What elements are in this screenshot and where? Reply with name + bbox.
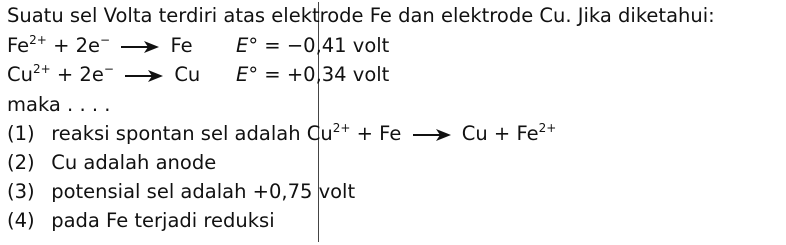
option-number: (3) [7,180,35,203]
option-4 [7,209,275,233]
reaction-arrow-icon [120,40,160,54]
option-number: (2) [7,151,35,174]
option-number: (1) [7,122,35,145]
maka-line: maka . . . . [7,93,111,116]
reaction-arrow-icon [412,128,452,142]
option-2 [7,151,216,175]
reaction-fe-charge: 2+ [29,33,47,47]
reaction-cu [7,63,200,89]
reaction-fe-product: Fe [170,34,193,57]
reaction-fe-ion: Fe [7,34,30,57]
option-product: Cu + Fe [461,122,539,145]
reaction-cu-ion: Cu [7,63,33,86]
eo-label: E° [236,63,259,86]
reaction-arrow-icon [124,69,164,83]
reaction-fe-electrons: + 2e− [53,33,111,57]
option-text: pada Fe terjadi reduksi [51,209,275,232]
option-3 [7,180,355,204]
option-text: Cu adalah anode [51,151,217,174]
reaction-cu-product: Cu [174,63,201,86]
option-number: (4) [7,209,35,232]
reaction-cu-potential [236,63,389,87]
reaction-fe-potential [236,34,389,58]
reaction-fe [7,34,193,60]
option-text-2: + Fe [350,122,402,145]
option-charge-2: 2+ [538,121,557,135]
reaction-cu-charge: 2+ [32,62,51,76]
option-1 [7,122,556,148]
problem-intro: Suatu sel Volta terdiri atas elektrode Fe dan elektrode Cu. Jika diketahui: [7,4,715,27]
reaction-cu-electrons: + 2e− [56,62,114,86]
option-text: potensial sel adalah +0,75 volt [51,180,356,203]
eo-value: = +0,34 volt [264,63,390,86]
option-charge: 2+ [332,121,351,135]
eo-label: E° [236,34,259,57]
eo-value: = −0,41 volt [264,34,390,57]
option-text: reaksi spontan sel adalah Cu [51,122,333,145]
